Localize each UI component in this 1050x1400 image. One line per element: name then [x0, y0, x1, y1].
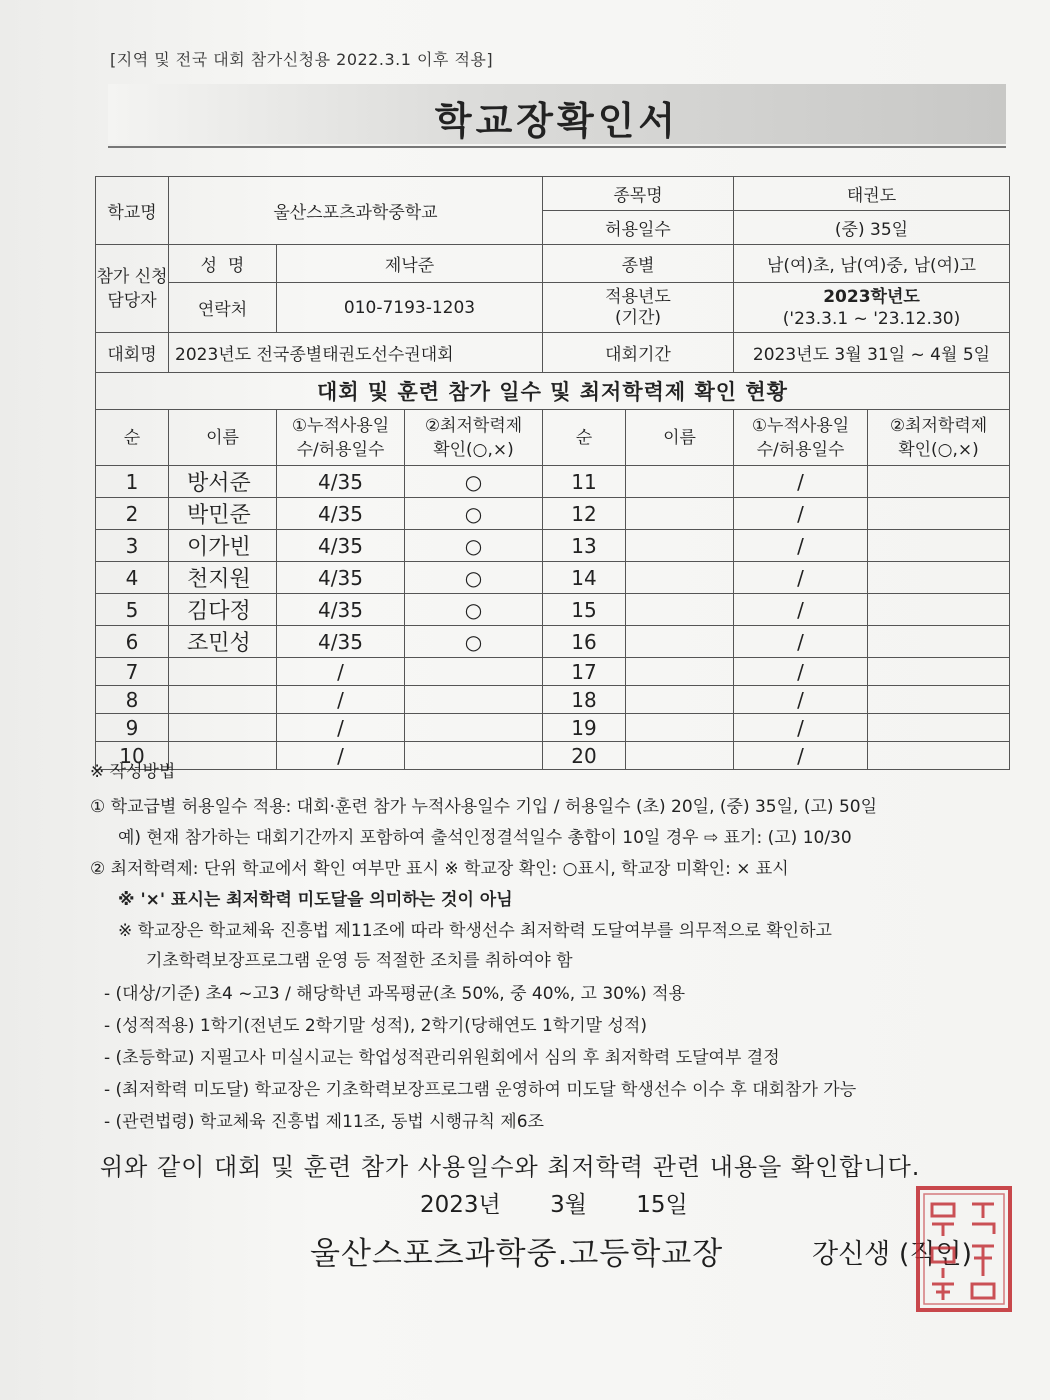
participation-title: 대회 및 훈련 참가 일수 및 최저학력제 확인 현황: [96, 373, 1010, 410]
participant-days: 4/35: [277, 498, 405, 530]
notes-heading: ※ 작성방법: [90, 762, 176, 782]
participant-days: /: [277, 742, 405, 770]
participant-days-2: /: [734, 626, 868, 658]
participant-days-2: /: [734, 594, 868, 626]
participant-check-2: [868, 626, 1010, 658]
participant-seq: 10: [96, 742, 169, 770]
participant-check: [405, 686, 543, 714]
participant-row: [96, 658, 1010, 686]
manager-name: 제낙준: [277, 245, 543, 283]
participant-days: 4/35: [277, 594, 405, 626]
participant-days: 4/35: [277, 626, 405, 658]
participant-row: [96, 714, 1010, 742]
date-month: 3월: [550, 1192, 587, 1218]
participant-days: /: [277, 658, 405, 686]
participant-seq-2: 13: [543, 530, 626, 562]
participant-name: [169, 686, 277, 714]
participant-days: /: [277, 686, 405, 714]
participant-seq-2: 20: [543, 742, 626, 770]
participant-check-2: [868, 530, 1010, 562]
participant-name-2: [626, 742, 734, 770]
manager-label: 참가 신청 담당자: [96, 245, 169, 333]
participant-name: 천지원: [169, 562, 277, 594]
participant-days-2: /: [734, 686, 868, 714]
participant-name-2: [626, 686, 734, 714]
header-seq-2: 순: [543, 410, 626, 466]
participant-seq: 3: [96, 530, 169, 562]
header-days: ①누적사용일 수/허용일수: [277, 410, 405, 466]
participant-days-2: /: [734, 562, 868, 594]
participant-name: 방서준: [169, 466, 277, 498]
participant-seq: 4: [96, 562, 169, 594]
participant-check-2: [868, 686, 1010, 714]
participant-seq: 5: [96, 594, 169, 626]
participant-days-2: /: [734, 658, 868, 686]
detail-1: - (대상/기준) 초4 ~고3 / 해당학년 과목평균(초 50%, 중 40%, 고 30%) 적용: [104, 984, 686, 1004]
school-principal-title: 울산스포츠과학중.고등학교장: [310, 1236, 724, 1272]
participant-check: ○: [405, 562, 543, 594]
participant-check: [405, 742, 543, 770]
sport-value: 태권도: [734, 177, 1010, 211]
participant-row: [96, 686, 1010, 714]
participant-name-2: [626, 658, 734, 686]
participant-seq-2: 15: [543, 594, 626, 626]
confirmation-date: [420, 1186, 730, 1219]
event-period-value: 2023년도 3월 31일 ~ 4월 5일: [734, 333, 1010, 373]
participation-rows: [96, 466, 1010, 770]
form-usage-note: [지역 및 전국 대회 참가신청용 2022.3.1 이후 적용]: [110, 50, 494, 69]
participant-days: 4/35: [277, 530, 405, 562]
participant-name: [169, 714, 277, 742]
participant-check: ○: [405, 594, 543, 626]
participant-check-2: [868, 658, 1010, 686]
participant-check-2: [868, 562, 1010, 594]
principal-name: 강신생 (직인): [812, 1239, 973, 1270]
participant-seq-2: 12: [543, 498, 626, 530]
participant-days: 4/35: [277, 466, 405, 498]
participant-check-2: [868, 466, 1010, 498]
header-name: 이름: [169, 410, 277, 466]
participant-name: [169, 742, 277, 770]
participant-name-2: [626, 466, 734, 498]
participant-row: [96, 594, 1010, 626]
participant-name: 조민성: [169, 626, 277, 658]
participant-check: ○: [405, 498, 543, 530]
title-band: [108, 84, 1006, 144]
detail-5: - (관련법령) 학교체육 진흥법 제11조, 동법 시행규칙 제6조: [104, 1112, 544, 1132]
participant-days-2: /: [734, 466, 868, 498]
header-days-2: ①누적사용일 수/허용일수: [734, 410, 868, 466]
participant-seq: 8: [96, 686, 169, 714]
school-label: 학교명: [96, 177, 169, 245]
event-label: 대회명: [96, 333, 169, 373]
event-value: 2023년도 전국종별태권도선수권대회: [169, 333, 543, 373]
title-divider: [108, 146, 1006, 148]
sport-label: 종목명: [543, 177, 734, 211]
header-check: ②최저학력제 확인(○,×): [405, 410, 543, 466]
participant-check: [405, 714, 543, 742]
official-seal-icon: [914, 1184, 1014, 1314]
participant-name-2: [626, 562, 734, 594]
category-value: 남(여)초, 남(여)중, 남(여)고: [734, 245, 1010, 283]
participant-seq: 7: [96, 658, 169, 686]
year-period: ('23.3.1 ~ '23.12.30): [782, 308, 961, 329]
participant-seq: 1: [96, 466, 169, 498]
note-2: ② 최저학력제: 단위 학교에서 확인 여부만 표시 ※ 학교장 확인: ○표시, 학교장 미확인: × 표시: [90, 859, 789, 879]
participant-seq-2: 11: [543, 466, 626, 498]
date-year: 2023년: [420, 1192, 501, 1218]
participant-check-2: [868, 594, 1010, 626]
confirmation-table: [95, 176, 1010, 770]
participant-days: 4/35: [277, 562, 405, 594]
note-1: ① 학교급별 허용일수 적용: 대회·훈련 참가 누적사용일수 기입 / 허용일수 (초) 20일, (중) 35일, (고) 50일: [90, 797, 878, 817]
participant-name-2: [626, 594, 734, 626]
note-4-cont: 기초학력보장프로그램 운영 등 적절한 조치를 취하여야 함: [146, 951, 573, 971]
participant-row: [96, 626, 1010, 658]
participant-check: ○: [405, 626, 543, 658]
header-check-2: ②최저학력제 확인(○,×): [868, 410, 1010, 466]
participant-seq: 6: [96, 626, 169, 658]
participant-name-2: [626, 498, 734, 530]
participant-name: [169, 658, 277, 686]
participant-check: [405, 658, 543, 686]
contact-label: 연락처: [169, 283, 277, 333]
year-value: 2023학년도: [823, 286, 920, 307]
participant-name-2: [626, 530, 734, 562]
participant-check-2: [868, 742, 1010, 770]
participant-row: [96, 530, 1010, 562]
participant-seq-2: 19: [543, 714, 626, 742]
name-label: 성 명: [169, 245, 277, 283]
participant-check-2: [868, 498, 1010, 530]
participant-days-2: /: [734, 498, 868, 530]
participant-seq: 9: [96, 714, 169, 742]
note-1-example: 예) 현재 참가하는 대회기간까지 포함하여 출석인정결석일수 총합이 10일 경우 ⇨ 표기: (고) 10/30: [118, 828, 852, 848]
year-value-cell: [734, 283, 1010, 333]
participant-check: ○: [405, 530, 543, 562]
year-label: 적용년도 (기간): [543, 283, 734, 333]
allowed-days-value: (중) 35일: [734, 211, 1010, 245]
detail-2: - (성적적용) 1학기(전년도 2학기말 성적), 2학기(당해연도 1학기말 성적): [104, 1016, 647, 1036]
participant-row: [96, 466, 1010, 498]
participant-days-2: /: [734, 714, 868, 742]
participant-row: [96, 562, 1010, 594]
participant-seq-2: 18: [543, 686, 626, 714]
note-4: ※ 학교장은 학교체육 진흥법 제11조에 따라 학생선수 최저학력 도달여부를 의무적으로 확인하고: [118, 921, 832, 941]
participant-name-2: [626, 626, 734, 658]
participant-name: 이가빈: [169, 530, 277, 562]
participant-days: /: [277, 714, 405, 742]
detail-3: - (초등학교) 지필고사 미실시교는 학업성적관리위원회에서 심의 후 최저학력 도달여부 결정: [104, 1048, 780, 1068]
participant-name: 박민준: [169, 498, 277, 530]
school-value: 울산스포츠과학중학교: [169, 177, 543, 245]
participant-name-2: [626, 714, 734, 742]
header-name-2: 이름: [626, 410, 734, 466]
participant-seq-2: 16: [543, 626, 626, 658]
participant-days-2: /: [734, 530, 868, 562]
date-day: 15일: [636, 1192, 688, 1218]
participant-check-2: [868, 714, 1010, 742]
confirmation-statement: 위와 같이 대회 및 훈련 참가 사용일수와 최저학력 관련 내용을 확인합니다.: [100, 1153, 921, 1181]
participant-row: [96, 742, 1010, 770]
header-seq: 순: [96, 410, 169, 466]
participant-days-2: /: [734, 742, 868, 770]
category-label: 종별: [543, 245, 734, 283]
participant-seq: 2: [96, 498, 169, 530]
participant-row: [96, 498, 1010, 530]
event-period-label: 대회기간: [543, 333, 734, 373]
allowed-days-label: 허용일수: [543, 211, 734, 245]
contact-value: 010-7193-1203: [277, 283, 543, 333]
participant-seq-2: 14: [543, 562, 626, 594]
document-title: 학교장확인서: [434, 99, 680, 143]
detail-4: - (최저학력 미도달) 학교장은 기초학력보장프로그램 운영하여 미도달 학생선수 이수 후 대회참가 가능: [104, 1080, 857, 1100]
participant-seq-2: 17: [543, 658, 626, 686]
note-3: ※ '×' 표시는 최저학력 미도달을 의미하는 것이 아님: [118, 890, 513, 910]
participant-name: 김다정: [169, 594, 277, 626]
participant-check: ○: [405, 466, 543, 498]
